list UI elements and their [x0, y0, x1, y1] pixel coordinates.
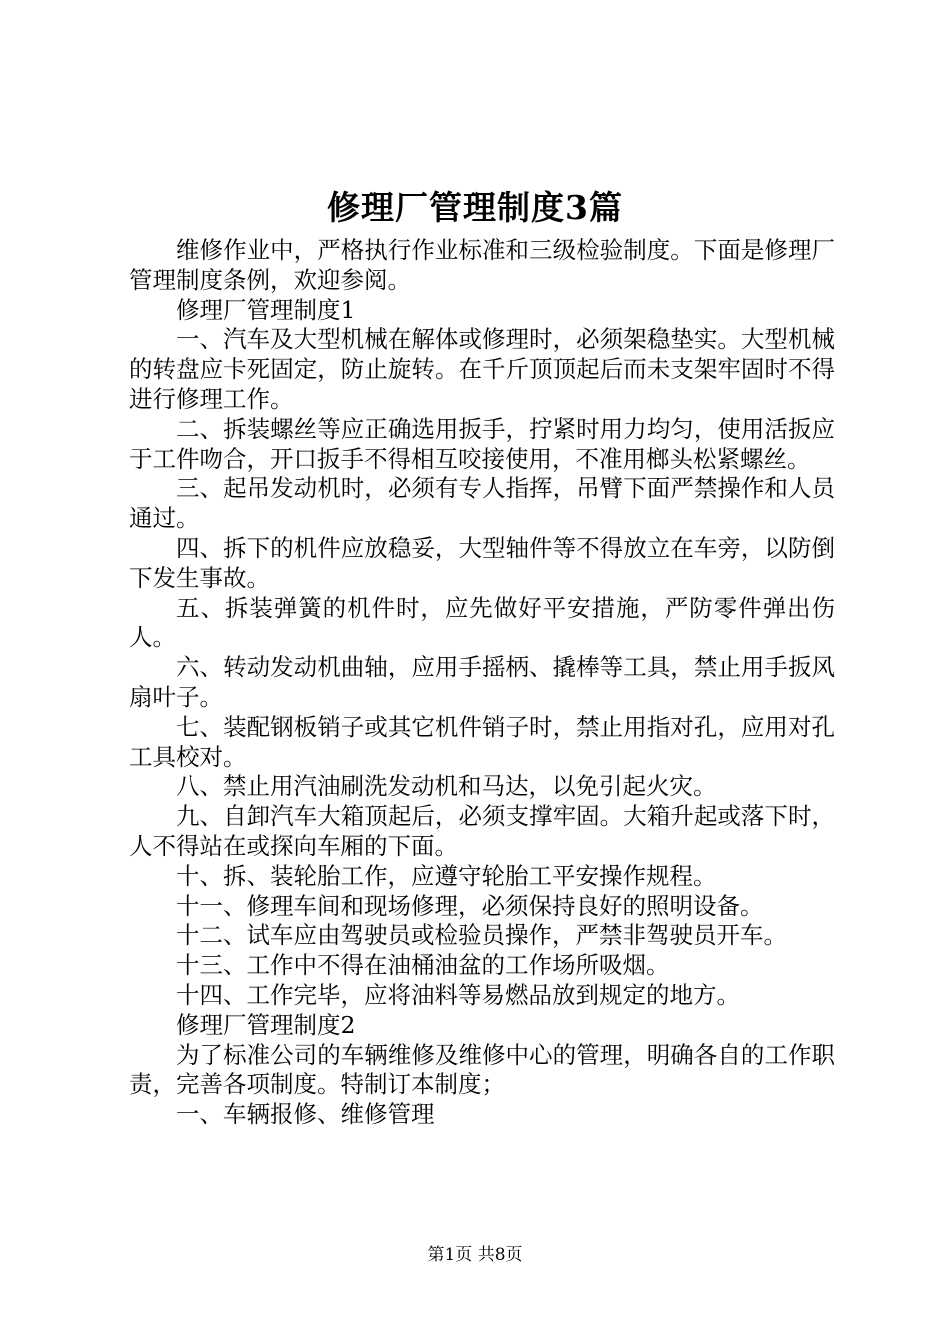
paragraph: 四、拆下的机件应放稳妥，大型轴件等不得放立在车旁，以防倒下发生事故。 — [129, 533, 835, 592]
paragraph: 六、转动发动机曲轴，应用手摇柄、撬棒等工具，禁止用手扳风扇叶子。 — [129, 653, 835, 711]
paragraph: 七、装配钢板销子或其它机件销子时，禁止用指对孔，应用对孔工具校对。 — [129, 712, 835, 771]
paragraph-intro: 维修作业中，严格执行作业标准和三级检验制度。下面是修理厂管理制度条例，欢迎参阅。 — [129, 236, 835, 294]
paragraph: 十三、工作中不得在油桶油盆的工作场所吸烟。 — [176, 951, 670, 980]
section-heading-1: 修理厂管理制度1 — [176, 295, 356, 324]
section-heading-2: 修理厂管理制度2 — [176, 1010, 356, 1039]
paragraph: 九、自卸汽车大箱顶起后，必须支撑牢固。大箱升起或落下时，人不得站在或探向车厢的下面。 — [129, 802, 835, 860]
paragraph: 十四、工作完毕，应将油料等易燃品放到规定的地方。 — [176, 980, 740, 1009]
paragraph: 二、拆装螺丝等应正确选用扳手，拧紧时用力均匀，使用活扳应于工件吻合，开口扳手不得相互咬接使用，不准用榔头松紧螺丝。 — [129, 414, 835, 473]
paragraph: 十、拆、装轮胎工作，应遵守轮胎工平安操作规程。 — [176, 861, 717, 890]
paragraph: 五、拆装弹簧的机件时，应先做好平安措施，严防零件弹出伤人。 — [129, 593, 835, 652]
paragraph: 三、起吊发动机时，必须有专人指挥，吊臂下面严禁操作和人员通过。 — [129, 474, 835, 533]
paragraph: 十一、修理车间和现场修理，必须保持良好的照明设备。 — [176, 891, 764, 920]
paragraph: 一、车辆报修、维修管理 — [176, 1100, 435, 1129]
paragraph: 一、汽车及大型机械在解体或修理时，必须架稳垫实。大型机械的转盘应卡死固定，防止旋转。在千斤顶顶起后而未支架牢固时不得进行修理工作。 — [129, 325, 835, 413]
document-title: 修理厂管理制度3篇 — [327, 188, 623, 227]
document-body — [129, 236, 835, 1130]
page-footer: 第1页 共8页 — [427, 1245, 523, 1265]
paragraph: 十二、试车应由驾驶员或检验员操作，严禁非驾驶员开车。 — [176, 921, 787, 950]
paragraph: 八、禁止用汽油刷洗发动机和马达，以免引起火灾。 — [176, 772, 717, 801]
paragraph: 为了标准公司的车辆维修及维修中心的管理，明确各自的工作职责，完善各项制度。特制订本制度； — [129, 1040, 835, 1099]
